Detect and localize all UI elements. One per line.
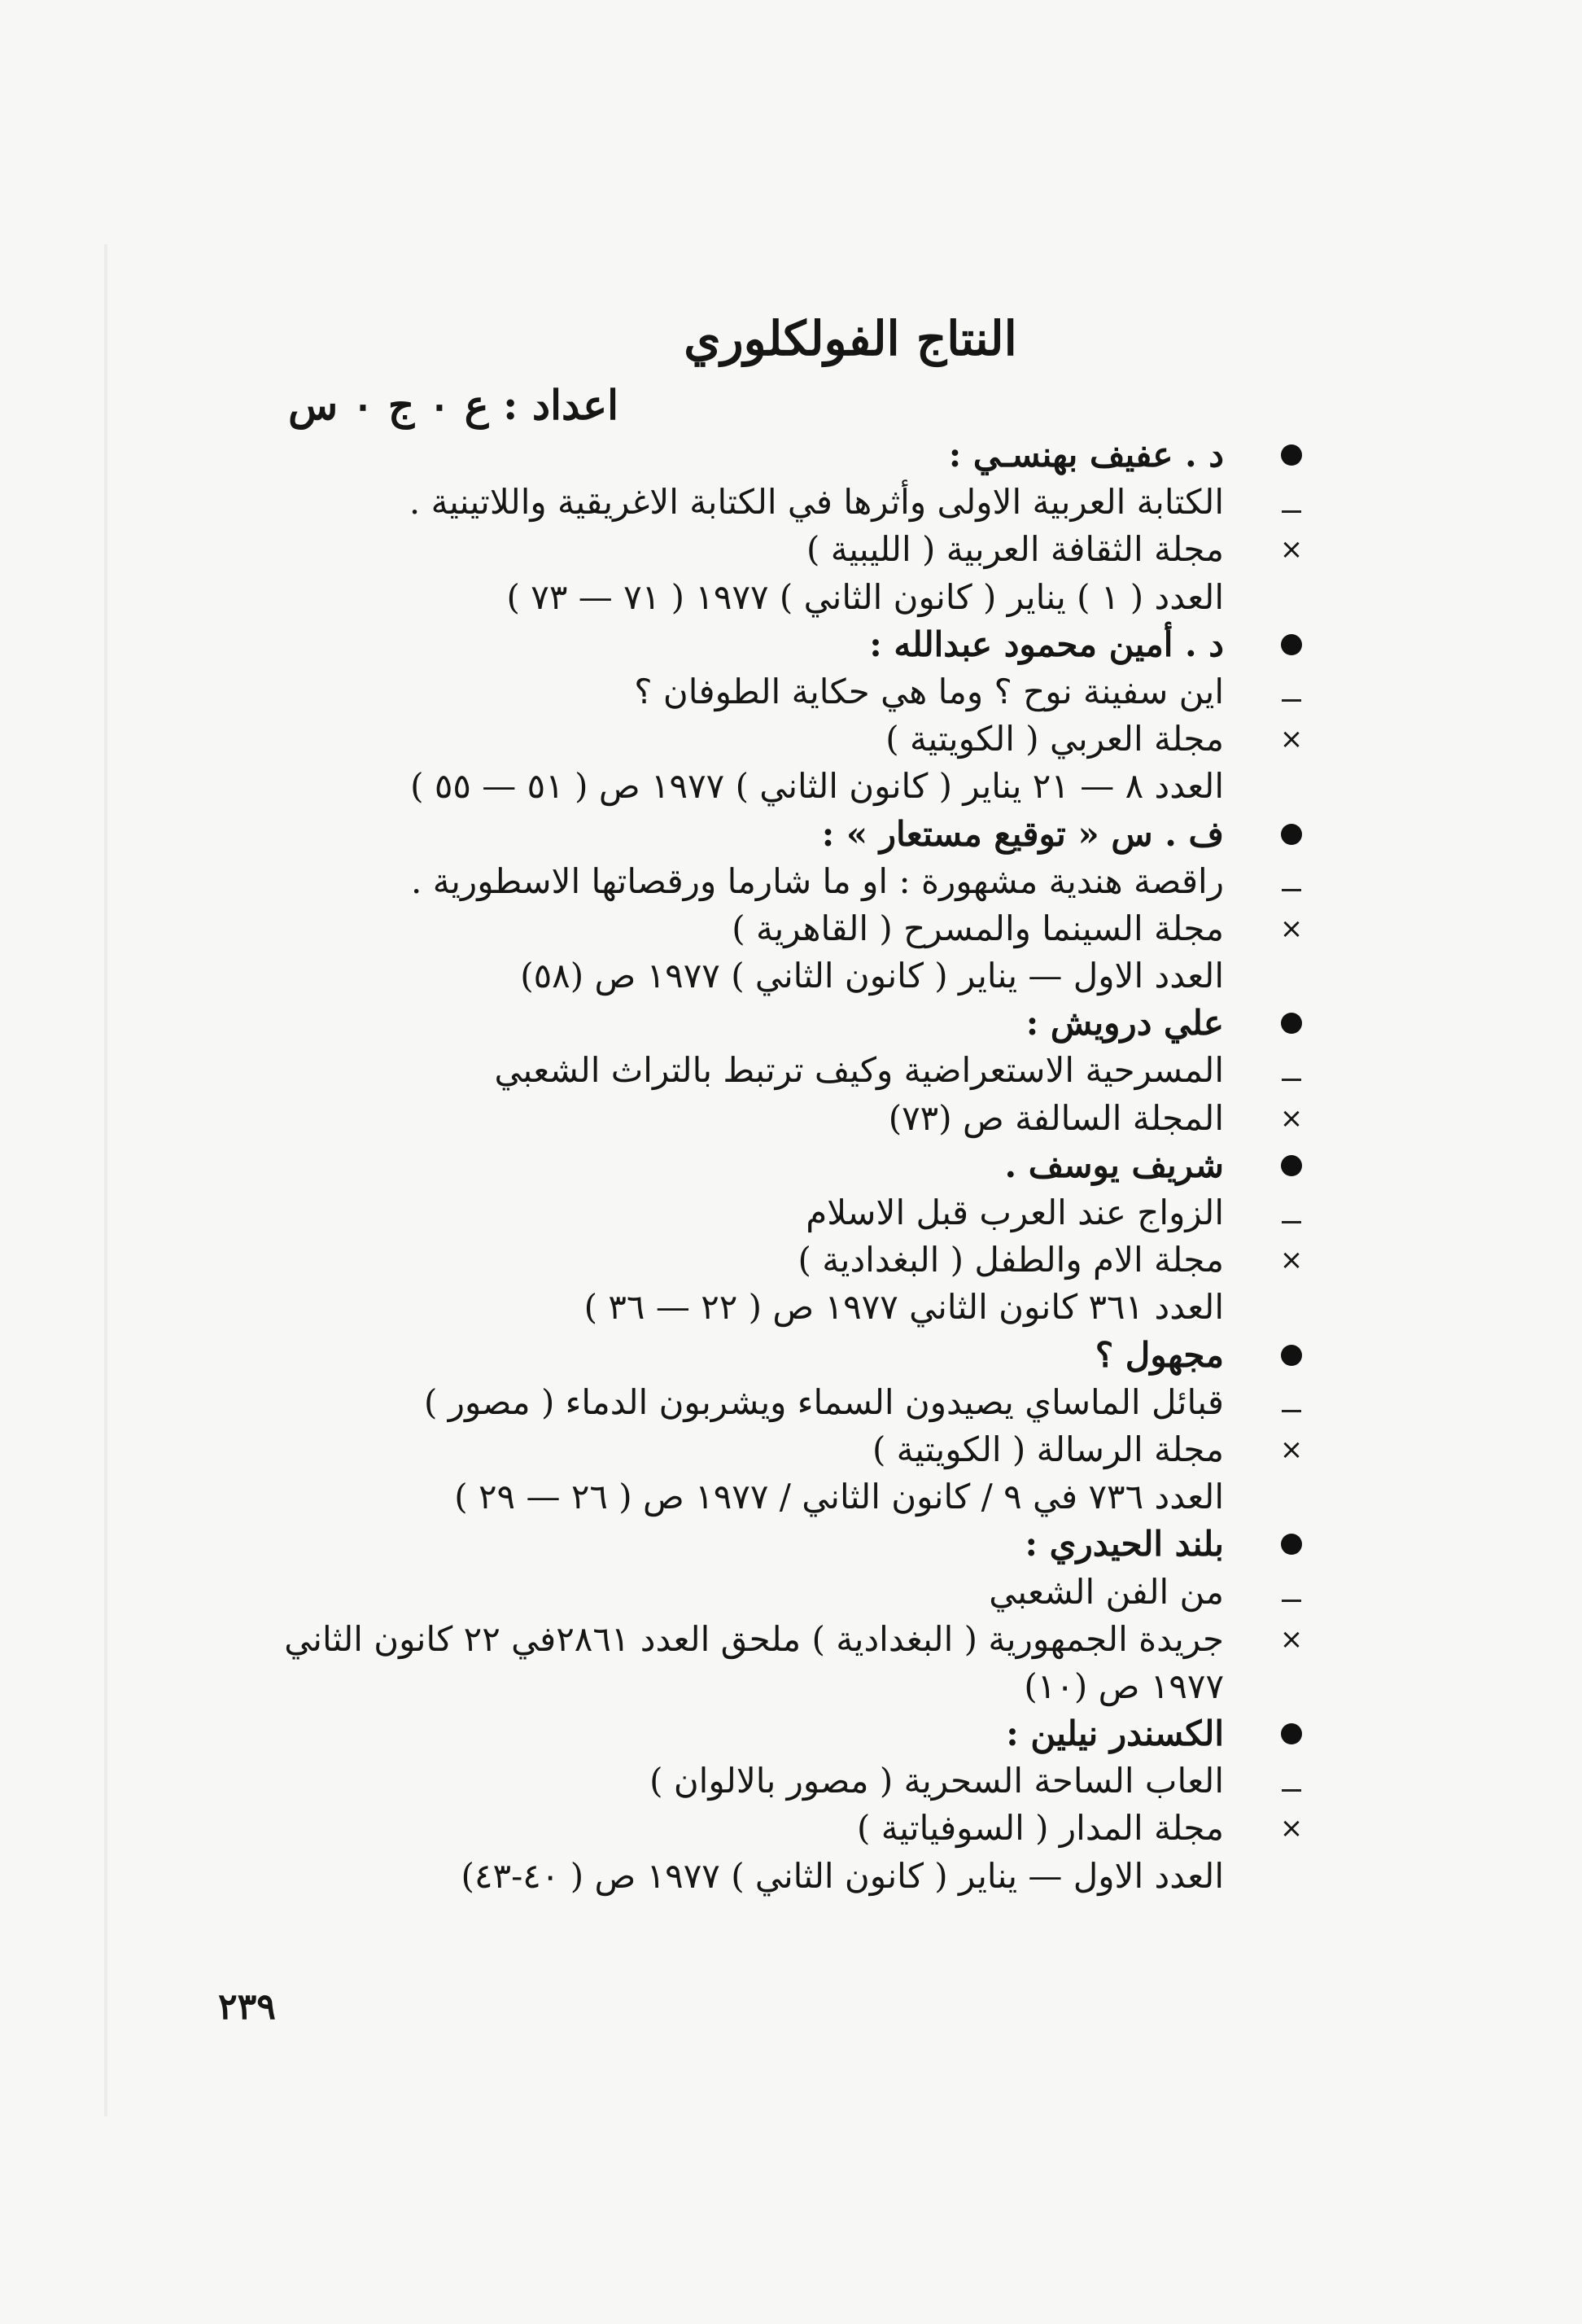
entry-work: الكتابة العربية الاولى وأثرها في الكتابة الاغريقية واللاتينية . — [409, 482, 1224, 523]
bibliography-list — [0, 431, 1582, 1900]
entry-source: مجلة السينما والمسرح ( القاهرية ) — [732, 908, 1224, 948]
entry-author-row — [0, 1142, 1582, 1189]
entry-source-cont-row — [0, 1663, 1582, 1710]
entry-source: مجلة الرسالة ( الكويتية ) — [872, 1429, 1224, 1469]
entry-work: قبائل الماساي يصيدون السماء ويشربون الدماء ( مصور ) — [423, 1381, 1224, 1422]
entry-author: بلند الحيدري : — [1025, 1524, 1224, 1565]
entry-work-row — [0, 1379, 1582, 1426]
cross-icon: × — [1279, 1101, 1304, 1135]
entry-author: شريف يوسف . — [1004, 1144, 1224, 1185]
entry-source-row — [0, 1616, 1582, 1663]
bullet-icon — [1271, 1521, 1312, 1568]
entry-author-row — [0, 1710, 1582, 1757]
dash-icon — [1271, 858, 1312, 905]
entry-issue-row — [0, 1853, 1582, 1900]
entry-source: مجلة العربي ( الكويتية ) — [885, 719, 1224, 759]
entry-issue: العدد ٣٦١ كانون الثاني ١٩٧٧ ص ( ٢٢ — ٣٦ ) — [583, 1287, 1224, 1328]
cross-icon: × — [1279, 723, 1304, 756]
entry-author: الكسندر نيلين : — [1006, 1713, 1224, 1754]
entry-source-row — [0, 526, 1582, 573]
dash-icon — [1271, 479, 1312, 526]
bullet-icon — [1271, 1332, 1312, 1379]
entry-issue: العدد الاول — يناير ( كانون الثاني ) ١٩٧٧ ص ( ٤٠-٤٣) — [461, 1855, 1224, 1896]
entry-author-row — [0, 1332, 1582, 1379]
entry-issue-row — [0, 1473, 1582, 1521]
entry-work-row — [0, 1757, 1582, 1805]
entry-author: مجهول ؟ — [1095, 1334, 1224, 1375]
cross-icon: × — [1279, 533, 1304, 567]
entry-issue-row — [0, 574, 1582, 621]
dash-icon — [1271, 1189, 1312, 1236]
entry-author-row — [0, 431, 1582, 479]
entry-issue: العدد ٨ — ٢١ يناير ( كانون الثاني ) ١٩٧٧ ص ( ٥١ — ٥٥ ) — [410, 766, 1224, 807]
entry-author-row — [0, 1000, 1582, 1047]
compiler-byline: اعداد : ع ٠ ج ٠ س — [288, 381, 618, 429]
entry-source-row — [0, 1095, 1582, 1142]
entry-source-row — [0, 1236, 1582, 1284]
entry-issue-row — [0, 763, 1582, 810]
entry-work: راقصة هندية مشهورة : او ما شارما ورقصاتها الاسطورية . — [411, 860, 1224, 901]
entry-issue: العدد ( ١ ) يناير ( كانون الثاني ) ١٩٧٧ ( ٧١ — ٧٣ ) — [506, 576, 1224, 617]
dash-icon — [1271, 1047, 1312, 1094]
dash-icon — [1271, 1757, 1312, 1805]
entry-source-row — [0, 1805, 1582, 1852]
page-title: النتاج الفولكلوري — [684, 311, 1017, 366]
entry-source-continued: ١٩٧٧ ص (١٠) — [1024, 1665, 1224, 1706]
entry-author-row — [0, 1521, 1582, 1568]
dash-icon — [1271, 1379, 1312, 1426]
entry-work-row — [0, 1569, 1582, 1616]
entry-source: مجلة الثقافة العربية ( الليبية ) — [806, 529, 1224, 570]
bullet-icon — [1271, 1710, 1312, 1757]
entry-work: من الفن الشعبي — [989, 1571, 1224, 1612]
bullet-icon — [1271, 1000, 1312, 1047]
bullet-icon — [1271, 431, 1312, 479]
cross-icon: × — [1279, 1622, 1304, 1656]
entry-issue: العدد الاول — يناير ( كانون الثاني ) ١٩٧٧ ص (٥٨) — [520, 956, 1224, 996]
entry-author: د . أمين محمود عبدالله : — [869, 624, 1224, 664]
entry-work-row — [0, 858, 1582, 905]
entry-source-row — [0, 905, 1582, 952]
entry-author-row — [0, 621, 1582, 668]
cross-icon: × — [1279, 912, 1304, 945]
entry-work-row — [0, 1189, 1582, 1236]
entry-source: مجلة الام والطفل ( البغدادية ) — [798, 1240, 1224, 1280]
entry-source: المجلة السالفة ص (٧٣) — [888, 1097, 1224, 1138]
dash-icon — [1271, 668, 1312, 716]
entry-issue: العدد ٧٣٦ في ٩ / كانون الثاني / ١٩٧٧ ص ( ٢٦ — ٢٩ ) — [454, 1477, 1224, 1517]
entry-source: مجلة المدار ( السوفياتية ) — [856, 1808, 1224, 1849]
page-number: ٢٣٩ — [218, 1986, 276, 2028]
cross-icon: × — [1279, 1812, 1304, 1845]
cross-icon: × — [1279, 1433, 1304, 1466]
entry-work: المسرحية الاستعراضية وكيف ترتبط بالتراث الشعبي — [494, 1050, 1224, 1091]
entry-author-row — [0, 811, 1582, 858]
entry-work-row — [0, 1047, 1582, 1094]
entry-work: اين سفينة نوح ؟ وما هي حكاية الطوفان ؟ — [634, 671, 1224, 711]
entry-work-row — [0, 479, 1582, 526]
entry-work: الزواج عند العرب قبل الاسلام — [806, 1193, 1224, 1232]
entry-author: ف . س « توقيع مستعار » : — [821, 813, 1224, 854]
entry-source-row — [0, 1426, 1582, 1473]
bullet-icon — [1271, 1142, 1312, 1189]
bullet-icon — [1271, 621, 1312, 668]
entry-issue-row — [0, 1284, 1582, 1331]
entry-author: د . عفيف بهنسـي : — [948, 435, 1224, 475]
entry-author: علي درويش : — [1025, 1003, 1224, 1044]
cross-icon: × — [1279, 1244, 1304, 1277]
bullet-icon — [1271, 811, 1312, 858]
dash-icon — [1271, 1569, 1312, 1616]
entry-work: العاب الساحة السحرية ( مصور بالالوان ) — [649, 1761, 1224, 1801]
entry-source-row — [0, 716, 1582, 763]
entry-source: جريدة الجمهورية ( البغدادية ) ملحق العدد ٢٨٦١في ٢٢ كانون الثاني — [284, 1618, 1224, 1659]
entry-work-row — [0, 668, 1582, 716]
entry-issue-row — [0, 952, 1582, 1000]
